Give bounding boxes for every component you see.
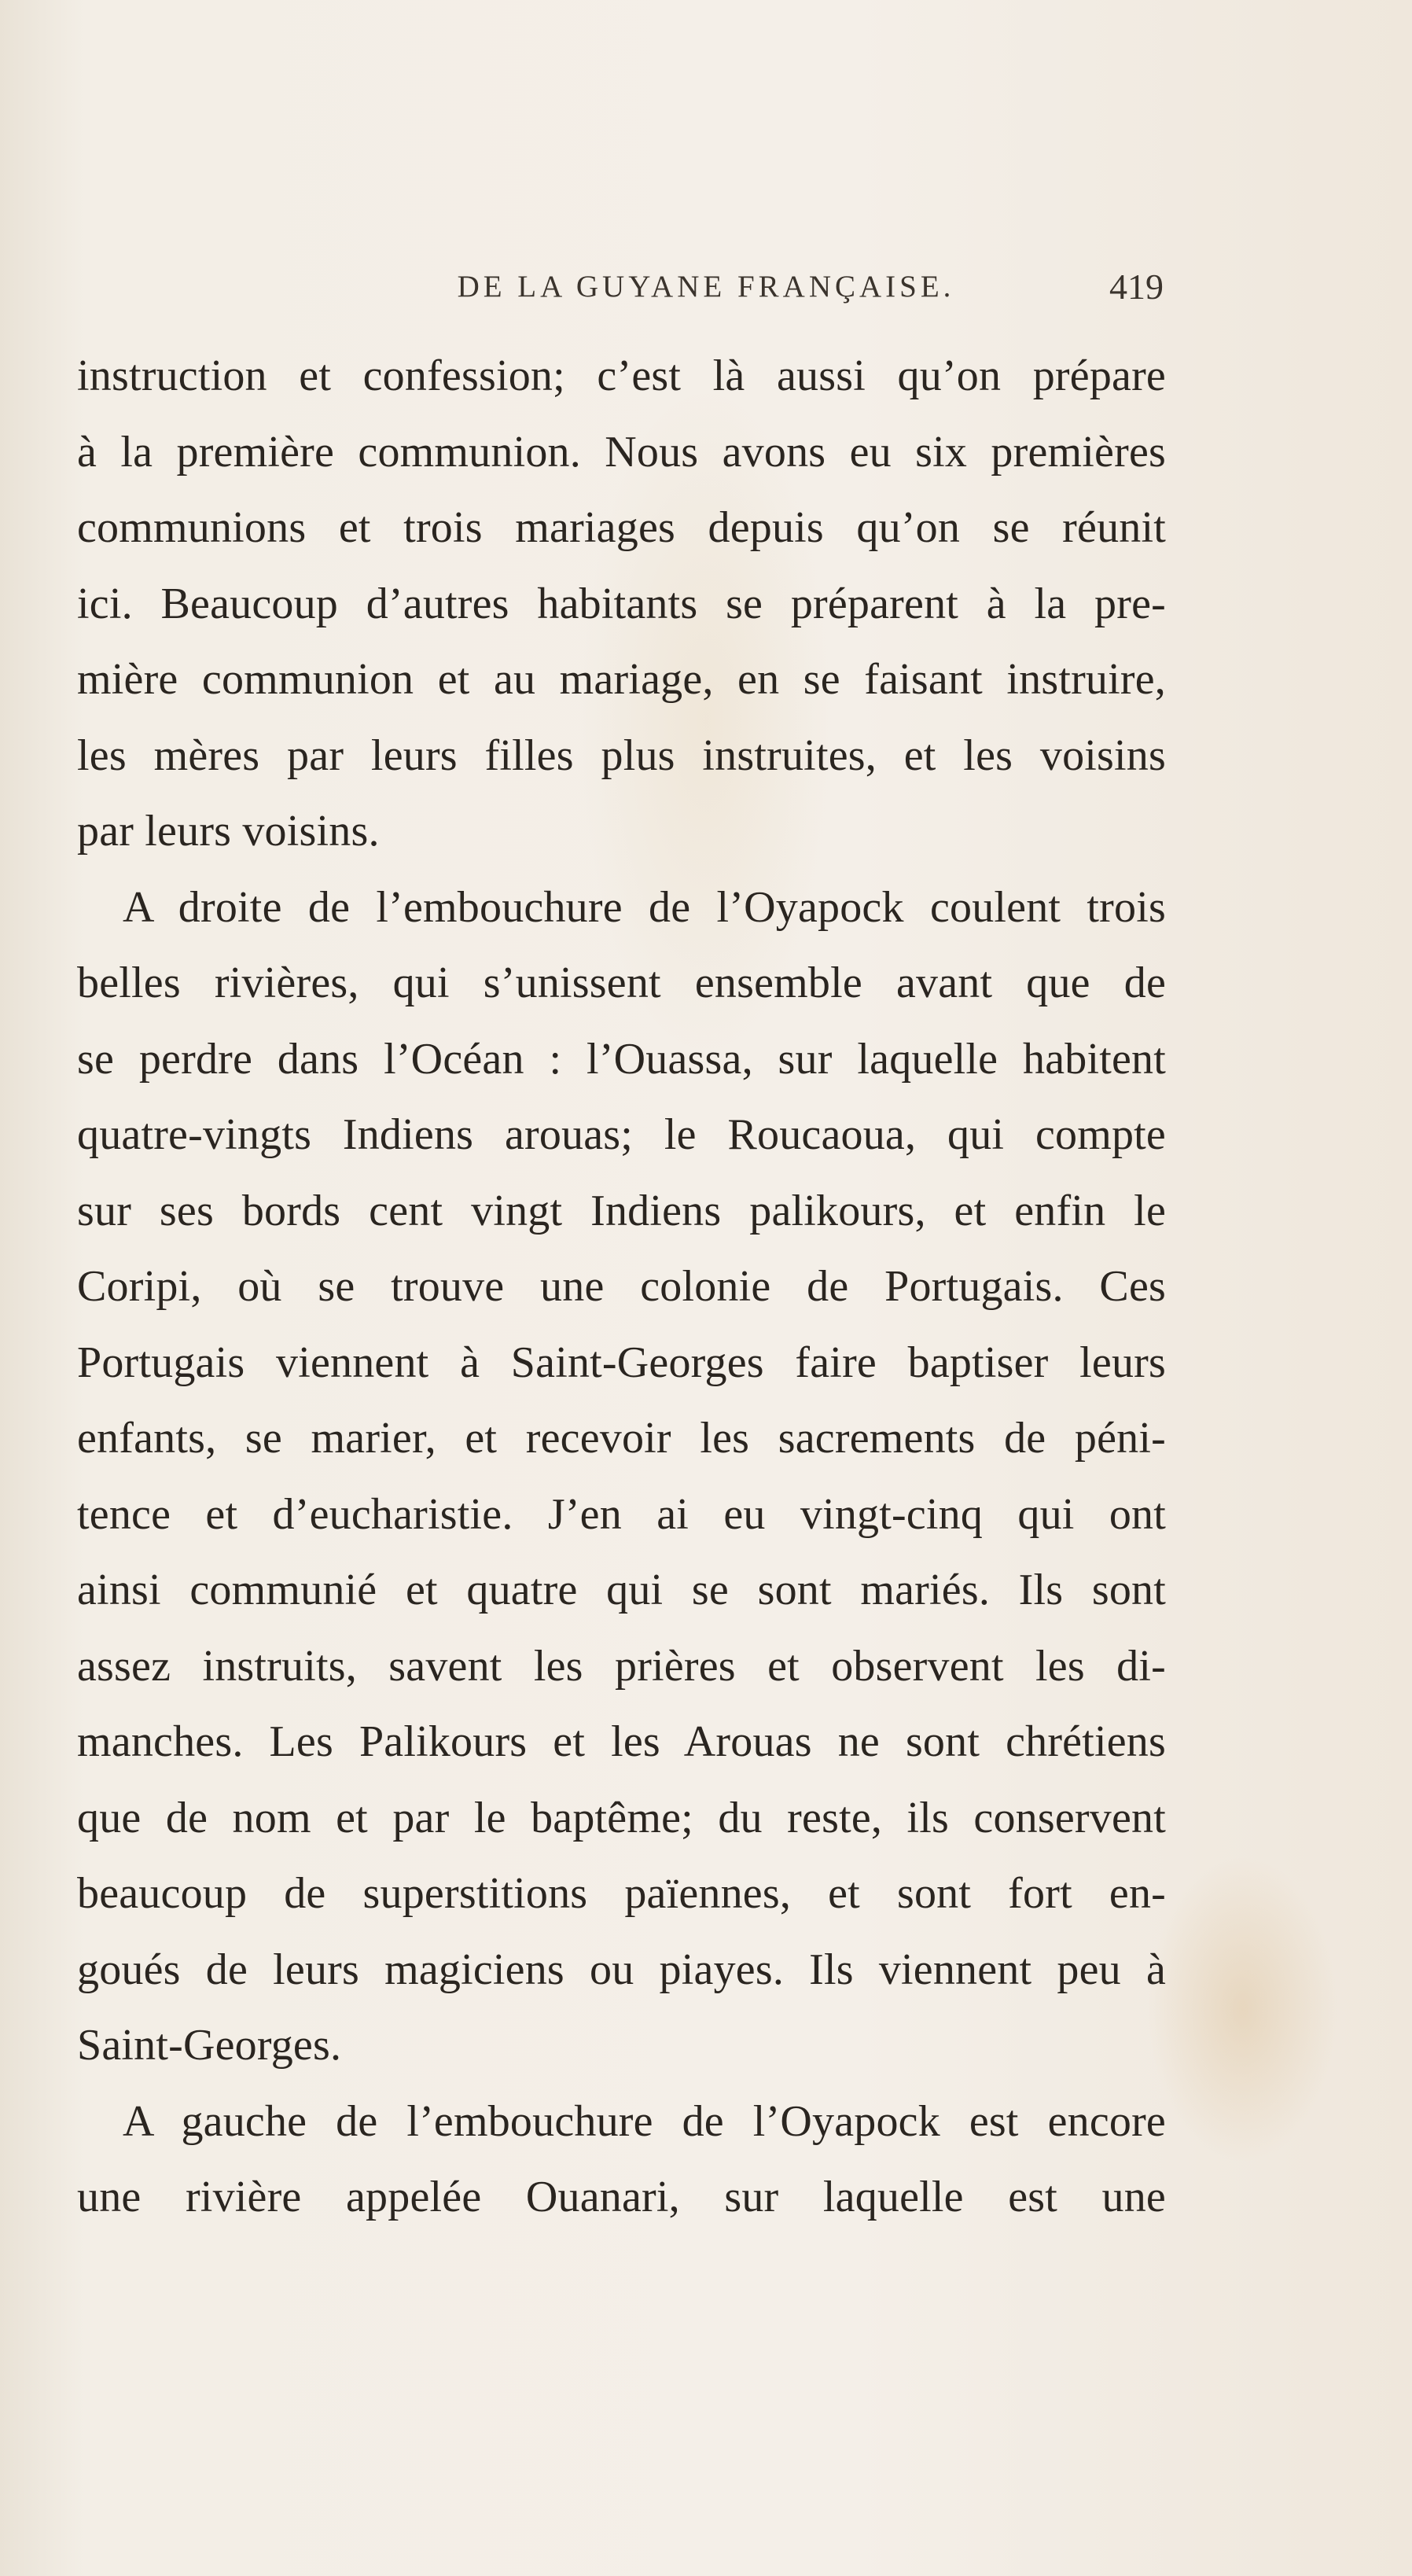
text-line: mière communion et au mariage, en se faisant instruire, xyxy=(77,655,1166,704)
text-line: une rivière appelée Ouanari, sur laquelle est une xyxy=(77,2173,1166,2221)
text-line: à la première communion. Nous avons eu six premières xyxy=(77,427,1166,477)
text-line: enfants, se marier, et recevoir les sacrements de péni- xyxy=(77,1414,1166,1463)
text-line: ici. Beaucoup d’autres habitants se préparent à la pre- xyxy=(77,579,1166,628)
text-line: manches. Les Palikours et les Arouas ne sont chrétiens xyxy=(77,1717,1166,1766)
page-header xyxy=(0,266,1412,313)
text-line: ainsi communié et quatre qui se sont mariés. Ils sont xyxy=(77,1566,1166,1614)
text-line: Saint-Georges. xyxy=(77,2021,342,2070)
page-number: 419 xyxy=(1109,267,1164,307)
running-title: DE LA GUYANE FRANÇAISE. xyxy=(457,270,955,304)
text-line: se perdre dans l’Océan : l’Ouassa, sur laquelle habitent xyxy=(77,1034,1166,1084)
text-line: Coripi, où se trouve une colonie de Portugais. Ces xyxy=(77,1262,1166,1311)
text-line: goués de leurs magiciens ou piayes. Ils viennent peu à xyxy=(77,1945,1166,1994)
text-line: assez instruits, savent les prières et observent les di- xyxy=(77,1641,1166,1691)
text-line: sur ses bords cent vingt Indiens palikours, et enfin le xyxy=(77,1186,1166,1235)
text-line: A droite de l’embouchure de l’Oyapock coulent trois xyxy=(123,882,1166,932)
text-line: communions et trois mariages depuis qu’on se réunit xyxy=(77,503,1166,552)
text-line: belles rivières, qui s’unissent ensemble avant que de xyxy=(77,959,1166,1007)
text-line: beaucoup de superstitions païennes, et sont fort en- xyxy=(77,1869,1166,1918)
text-line: A gauche de l’embouchure de l’Oyapock est encore xyxy=(123,2096,1166,2146)
body-text xyxy=(77,338,1166,2236)
text-line: quatre-vingts Indiens arouas; le Roucaoua, qui compte xyxy=(77,1110,1166,1159)
text-line: les mères par leurs filles plus instruites, et les voisins xyxy=(77,730,1166,780)
text-line: par leurs voisins. xyxy=(77,807,380,856)
text-line: tence et d’eucharistie. J’en ai eu vingt-cinq qui ont xyxy=(77,1489,1166,1539)
text-line: Portugais viennent à Saint-Georges faire baptiser leurs xyxy=(77,1338,1166,1387)
text-line: que de nom et par le baptême; du reste, ils conservent xyxy=(77,1793,1166,1842)
text-line: instruction et confession; c’est là aussi qu’on prépare xyxy=(77,351,1166,400)
